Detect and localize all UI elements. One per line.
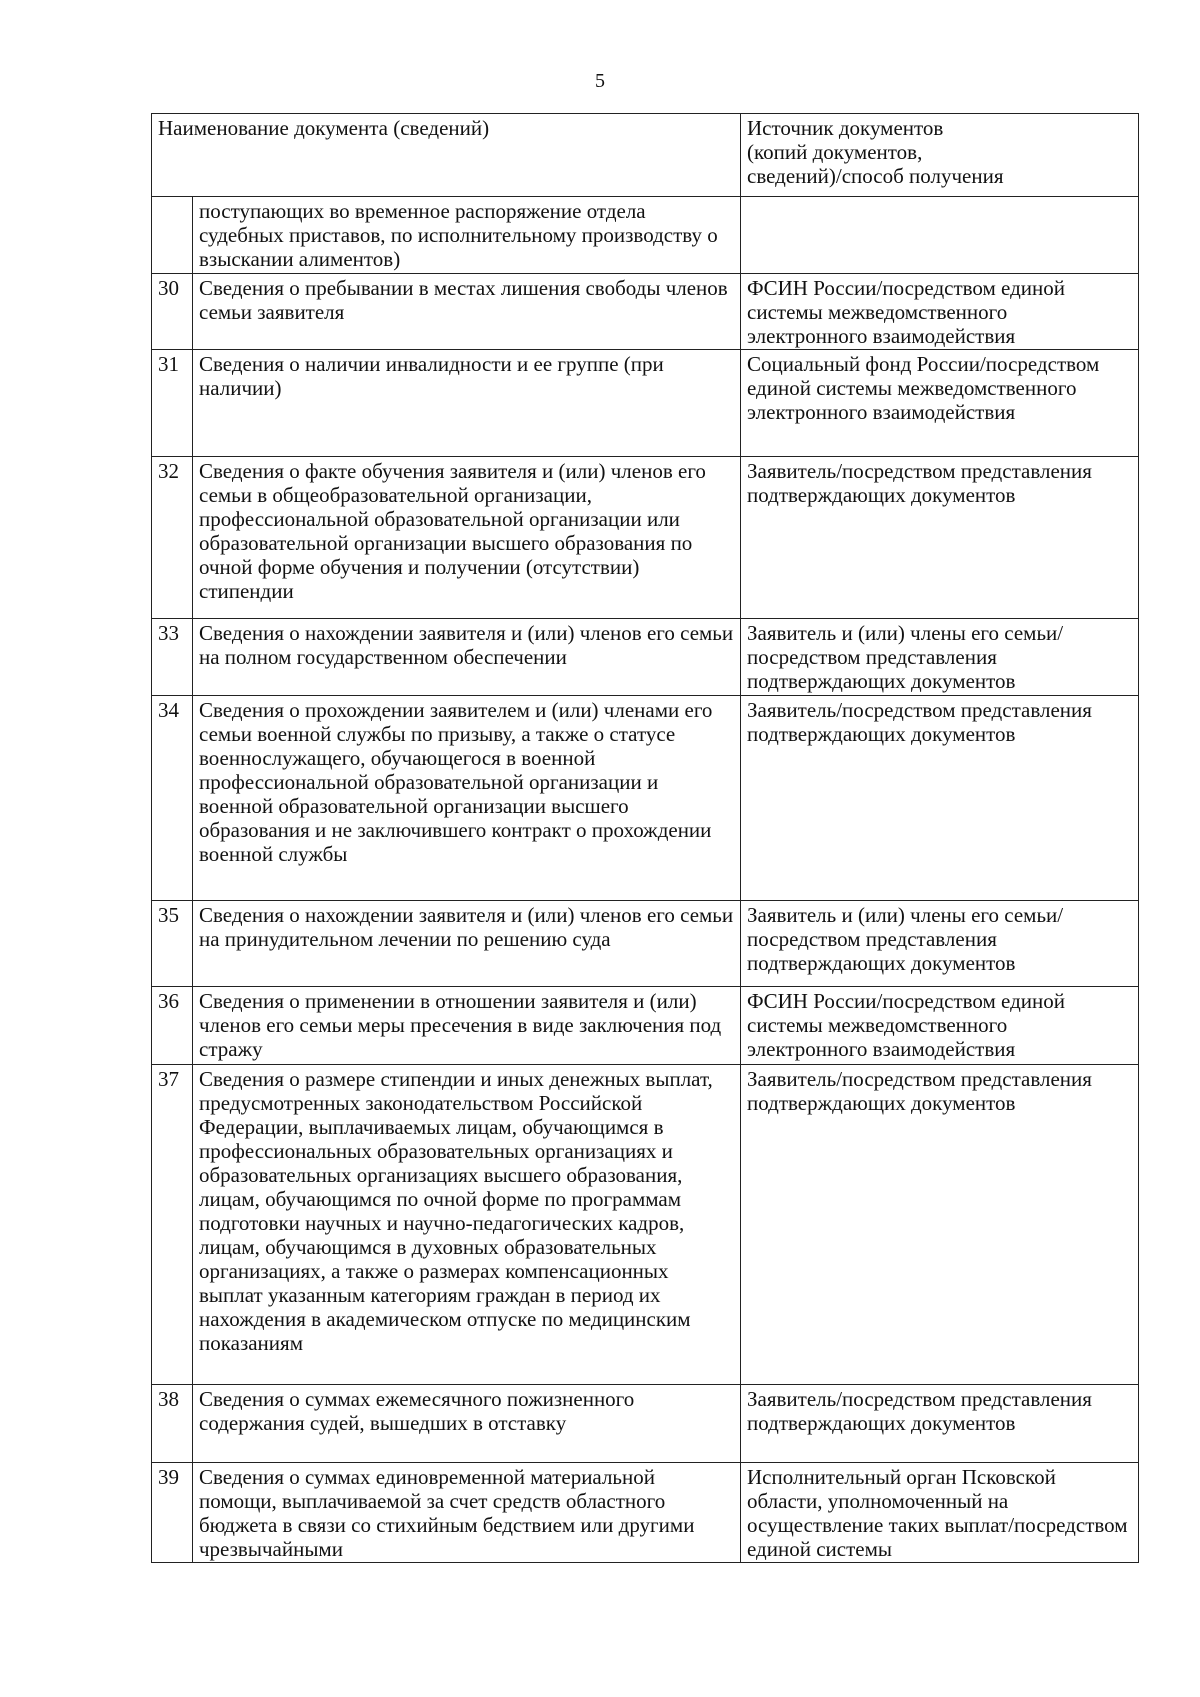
table-row xyxy=(152,274,1139,350)
document-source: Заявитель и (или) члены его семьи/посредством представления подтверждающих документов xyxy=(741,901,1139,987)
document-source xyxy=(741,197,1139,274)
row-number: 32 xyxy=(152,457,193,619)
document-name: Сведения о факте обучения заявителя и (или) членов его семьи в общеобразовательной организации, профессиональной образовательной организации или образовательной организации высшего образования по очной форме обучения и получении (отсутствии) стипендии xyxy=(193,457,741,619)
table-row xyxy=(152,619,1139,696)
document-source: Заявитель/посредством представления подтверждающих документов xyxy=(741,696,1139,901)
row-number: 36 xyxy=(152,987,193,1065)
header-document-name: Наименование документа (сведений) xyxy=(152,114,741,197)
row-number xyxy=(152,197,193,274)
document-source: Заявитель и (или) члены его семьи/посредством представления подтверждающих документов xyxy=(741,619,1139,696)
row-number: 33 xyxy=(152,619,193,696)
documents-table xyxy=(151,113,1139,1563)
document-source: ФСИН России/посредством единой системы межведомственного электронного взаимодействия xyxy=(741,274,1139,350)
document-source: Заявитель/посредством представления подтверждающих документов xyxy=(741,1385,1139,1463)
document-source: Исполнительный орган Псковской области, уполномоченный на осуществление таких выплат/посредством единой системы xyxy=(741,1463,1139,1563)
document-source: Заявитель/посредством представления подтверждающих документов xyxy=(741,1065,1139,1385)
document-name: Сведения о суммах ежемесячного пожизненного содержания судей, вышедших в отставку xyxy=(193,1385,741,1463)
document-name: Сведения о суммах единовременной материальной помощи, выплачиваемой за счет средств областного бюджета в связи со стихийным бедствием или другими чрезвычайными xyxy=(193,1463,741,1563)
page-number: 5 xyxy=(595,70,605,92)
table-row xyxy=(152,901,1139,987)
document-source: Социальный фонд России/посредством единой системы межведомственного электронного взаимодействия xyxy=(741,350,1139,457)
row-number: 30 xyxy=(152,274,193,350)
row-number: 37 xyxy=(152,1065,193,1385)
document-source: Заявитель/посредством представления подтверждающих документов xyxy=(741,457,1139,619)
row-number: 34 xyxy=(152,696,193,901)
document-name: Сведения о применении в отношении заявителя и (или) членов его семьи меры пресечения в виде заключения под стражу xyxy=(193,987,741,1065)
row-number: 31 xyxy=(152,350,193,457)
document-name: поступающих во временное распоряжение отдела судебных приставов, по исполнительному производству о взыскании алиментов) xyxy=(193,197,741,274)
table-row xyxy=(152,350,1139,457)
document-name: Сведения о нахождении заявителя и (или) членов его семьи на полном государственном обеспечении xyxy=(193,619,741,696)
header-source-line: сведений)/способ получения xyxy=(747,164,1004,188)
document-name: Сведения о нахождении заявителя и (или) членов его семьи на принудительном лечении по решению суда xyxy=(193,901,741,987)
table-row xyxy=(152,457,1139,619)
document-name: Сведения о размере стипендии и иных денежных выплат, предусмотренных законодательством Российской Федерации, выплачиваемых лицам, обучающимся в профессиональных образовательных организациях и образовательных организациях высшего образования, лицам, обучающимся по очной форме по программам подготовки научных и научно-педагогических кадров, лицам, обучающимся в духовных образовательных организациях, а также о размерах компенсационных выплат указанным категориям граждан в период их нахождения в академическом отпуске по медицинским показаниям xyxy=(193,1065,741,1385)
table-row xyxy=(152,696,1139,901)
table-row xyxy=(152,1385,1139,1463)
table-row xyxy=(152,1065,1139,1385)
header-source-line: Источник документов xyxy=(747,116,944,140)
document-source: ФСИН России/посредством единой системы межведомственного электронного взаимодействия xyxy=(741,987,1139,1065)
row-number: 35 xyxy=(152,901,193,987)
table-row xyxy=(152,197,1139,274)
table-header-row xyxy=(152,114,1139,197)
row-number: 38 xyxy=(152,1385,193,1463)
table-row xyxy=(152,1463,1139,1563)
header-source xyxy=(741,114,1139,197)
row-number: 39 xyxy=(152,1463,193,1563)
document-name: Сведения о наличии инвалидности и ее группе (при наличии) xyxy=(193,350,741,457)
header-source-line: (копий документов, xyxy=(747,140,923,164)
table-row xyxy=(152,987,1139,1065)
document-name: Сведения о пребывании в местах лишения свободы членов семьи заявителя xyxy=(193,274,741,350)
document-name: Сведения о прохождении заявителем и (или) членами его семьи военной службы по призыву, а также о статусе военнослужащего, обучающегося в военной профессиональной образовательной организации и военной образовательной организации высшего образования и не заключившего контракт о прохождении военной службы xyxy=(193,696,741,901)
